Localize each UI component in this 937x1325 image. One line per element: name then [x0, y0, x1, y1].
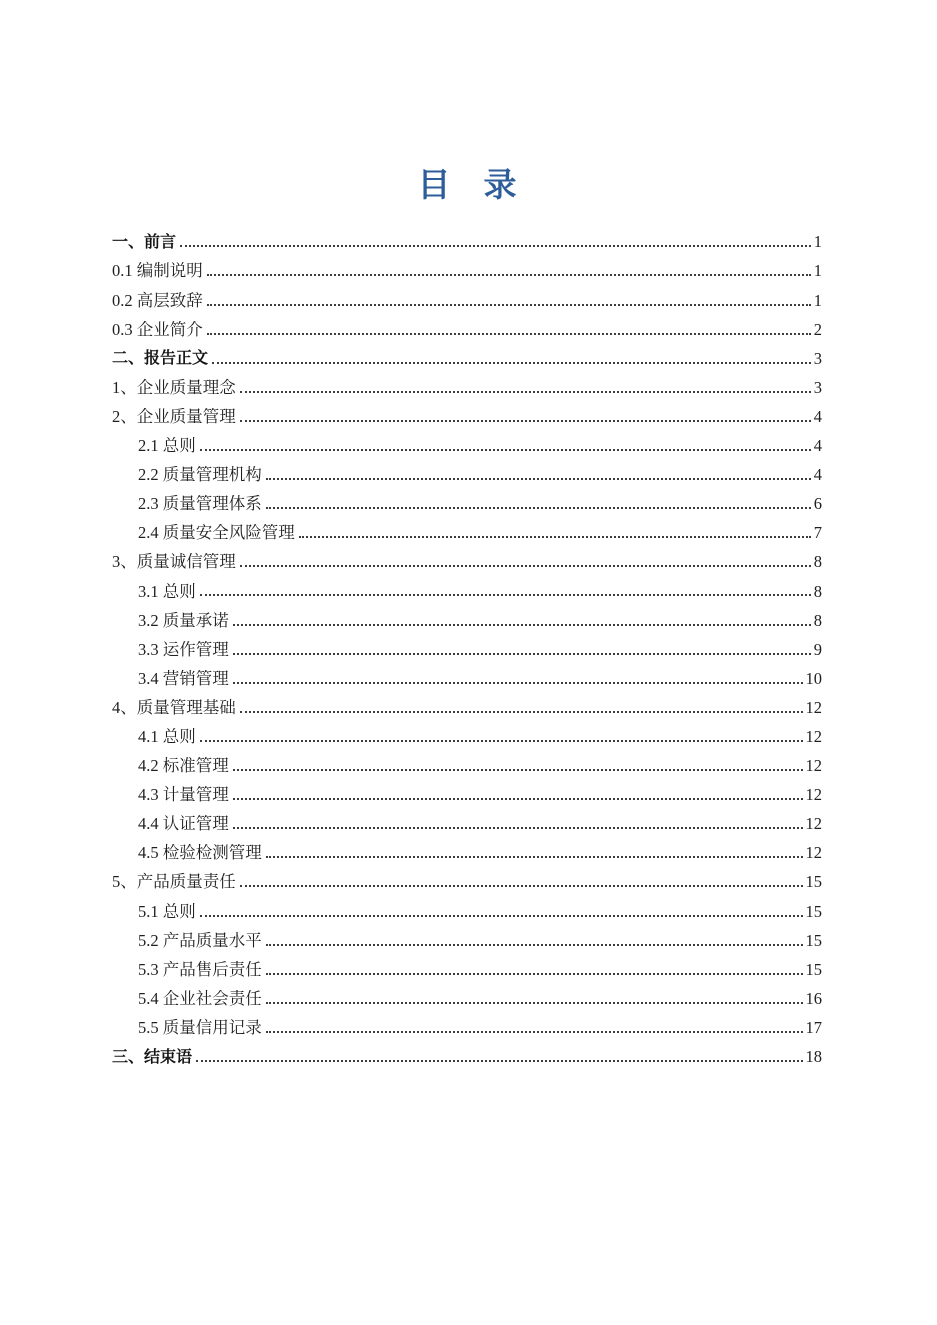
toc-entry-page: 2	[813, 319, 822, 339]
toc-entry-page: 1	[813, 261, 822, 281]
toc-entry-page: 12	[805, 697, 822, 717]
toc-entry-label: 3.2 质量承诺	[138, 610, 229, 630]
toc-leader-dots	[180, 245, 811, 247]
toc-entry-label: 二、报告正文	[112, 350, 209, 368]
toc-leader-dots	[266, 478, 811, 480]
toc-entry[interactable]	[112, 838, 822, 867]
toc-entry-page: 12	[805, 843, 822, 863]
toc-entry[interactable]	[112, 984, 822, 1013]
toc-entry-page: 4	[813, 406, 822, 426]
toc-leader-dots	[233, 624, 811, 626]
toc-entry-label: 4、质量管理基础	[112, 697, 236, 717]
toc-entry-label: 3、质量诚信管理	[112, 552, 236, 572]
toc-leader-dots	[196, 1060, 802, 1062]
toc-entry-page: 12	[805, 814, 822, 834]
toc-leader-dots	[299, 536, 811, 538]
toc-leader-dots	[240, 391, 811, 393]
toc-leader-dots	[266, 1031, 803, 1033]
toc-entry-page: 12	[805, 785, 822, 805]
toc-entry-label: 0.3 企业简介	[112, 319, 203, 339]
toc-entry-page: 4	[813, 436, 822, 456]
toc-entry-label: 2.3 质量管理体系	[138, 494, 262, 514]
toc-entry-page: 3	[813, 377, 822, 397]
toc-entry[interactable]	[112, 547, 822, 576]
toc-entry-page: 16	[805, 988, 822, 1008]
toc-entry-page: 12	[805, 756, 822, 776]
toc-entry-label: 4.5 检验检测管理	[138, 843, 262, 863]
toc-entry[interactable]	[112, 809, 822, 838]
toc-leader-dots	[207, 274, 811, 276]
toc-entry[interactable]	[112, 664, 822, 693]
toc-entry-page: 8	[813, 552, 822, 572]
toc-entry-label: 三、结束语	[112, 1048, 193, 1066]
toc-leader-dots	[200, 449, 811, 451]
toc-entry[interactable]	[112, 1042, 822, 1071]
toc-entry-label: 4.1 总则	[138, 726, 196, 746]
toc-entry[interactable]	[112, 635, 822, 664]
toc-entry[interactable]	[112, 285, 822, 314]
toc-entry-label: 4.4 认证管理	[138, 814, 229, 834]
toc-entry[interactable]	[112, 896, 822, 925]
toc-entry[interactable]	[112, 373, 822, 402]
toc-entry[interactable]	[112, 256, 822, 285]
toc-entry-label: 5.5 质量信用记录	[138, 1017, 262, 1037]
toc-entry[interactable]	[112, 576, 822, 605]
toc-entry-page: 12	[805, 726, 822, 746]
toc-entry-label: 0.2 高层致辞	[112, 290, 203, 310]
toc-entry-label: 一、前言	[112, 233, 177, 251]
toc-entry-label: 2.2 质量管理机构	[138, 465, 262, 485]
toc-entry-page: 17	[805, 1017, 822, 1037]
toc-leader-dots	[200, 740, 803, 742]
toc-leader-dots	[233, 653, 811, 655]
toc-entry-page: 8	[813, 610, 822, 630]
toc-entry[interactable]	[112, 518, 822, 547]
toc-entry-label: 3.4 营销管理	[138, 668, 229, 688]
toc-entry[interactable]	[112, 955, 822, 984]
toc-entry[interactable]	[112, 431, 822, 460]
toc-entry-label: 2.1 总则	[138, 436, 196, 456]
toc-entry-label: 5.2 产品质量水平	[138, 930, 262, 950]
toc-entry-page: 7	[813, 523, 822, 543]
toc-entry[interactable]	[112, 402, 822, 431]
toc-entry-page: 3	[813, 348, 822, 368]
toc-entry[interactable]	[112, 1013, 822, 1042]
toc-leader-dots	[233, 769, 803, 771]
toc-entry-page: 1	[813, 290, 822, 310]
toc-entry-page: 15	[805, 901, 822, 921]
toc-leader-dots	[200, 594, 811, 596]
toc-entry-label: 1、企业质量理念	[112, 377, 236, 397]
toc-entry[interactable]	[112, 693, 822, 722]
toc-leader-dots	[266, 1002, 803, 1004]
toc-entry[interactable]	[112, 867, 822, 896]
toc-entry[interactable]	[112, 315, 822, 344]
toc-leader-dots	[266, 507, 811, 509]
toc-entry-page: 10	[805, 668, 822, 688]
toc-entry-page: 15	[805, 930, 822, 950]
toc-entry[interactable]	[112, 751, 822, 780]
toc-entry[interactable]	[112, 722, 822, 751]
toc-entry-page: 9	[813, 639, 822, 659]
toc-list	[112, 227, 822, 1071]
toc-entry[interactable]	[112, 227, 822, 256]
toc-leader-dots	[212, 362, 811, 364]
toc-entry-label: 3.1 总则	[138, 581, 196, 601]
toc-leader-dots	[240, 885, 803, 887]
toc-entry-page: 15	[805, 959, 822, 979]
toc-entry-page: 4	[813, 465, 822, 485]
toc-entry-label: 5.1 总则	[138, 901, 196, 921]
toc-entry-page: 15	[805, 872, 822, 892]
toc-entry-page: 18	[805, 1047, 822, 1066]
toc-entry[interactable]	[112, 605, 822, 634]
toc-entry-page: 6	[813, 494, 822, 514]
toc-entry-label: 2、企业质量管理	[112, 406, 236, 426]
toc-entry[interactable]	[112, 460, 822, 489]
toc-entry-label: 5.3 产品售后责任	[138, 959, 262, 979]
page-title: 目 录	[417, 168, 517, 204]
toc-leader-dots	[233, 798, 803, 800]
toc-leader-dots	[240, 420, 811, 422]
toc-leader-dots	[233, 682, 803, 684]
toc-entry[interactable]	[112, 489, 822, 518]
toc-entry-label: 5.4 企业社会责任	[138, 988, 262, 1008]
toc-entry-label: 3.3 运作管理	[138, 639, 229, 659]
toc-leader-dots	[200, 915, 803, 917]
toc-leader-dots	[207, 333, 811, 335]
toc-leader-dots	[266, 973, 803, 975]
toc-entry-label: 4.2 标准管理	[138, 756, 229, 776]
toc-entry[interactable]	[112, 344, 822, 373]
toc-entry[interactable]	[112, 780, 822, 809]
toc-entry-page: 8	[813, 581, 822, 601]
toc-entry-label: 4.3 计量管理	[138, 785, 229, 805]
toc-entry-label: 0.1 编制说明	[112, 261, 203, 281]
toc-leader-dots	[207, 304, 811, 306]
toc-entry-page: 1	[813, 232, 822, 252]
toc-leader-dots	[266, 856, 803, 858]
toc-entry[interactable]	[112, 926, 822, 955]
toc-entry-label: 2.4 质量安全风险管理	[138, 523, 295, 543]
toc-leader-dots	[240, 711, 803, 713]
toc-leader-dots	[266, 944, 803, 946]
toc-leader-dots	[240, 565, 811, 567]
toc-leader-dots	[233, 827, 803, 829]
toc-entry-label: 5、产品质量责任	[112, 872, 236, 892]
